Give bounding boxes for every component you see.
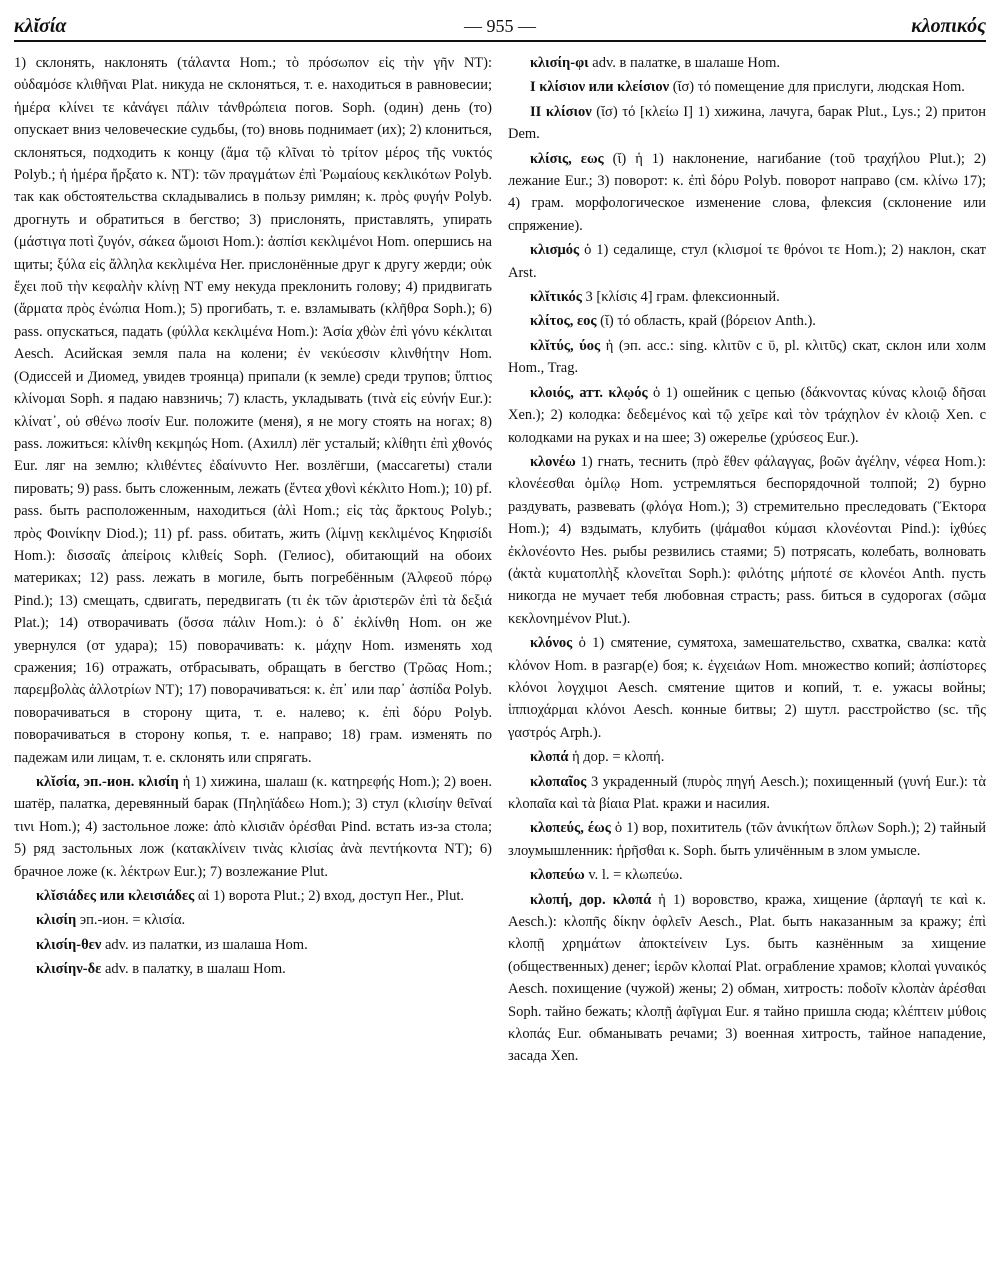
entry-text: 3 [κλίσις 4] грам. флексионный. xyxy=(581,289,780,306)
entry-lemma: κλοπή, дор. κλοπά xyxy=(530,891,652,908)
entry-lemma: κλόνος xyxy=(530,635,573,652)
left-running-headword: κλῐσία xyxy=(14,15,67,37)
entry-lemma: κλοιός, атт. κλῳός xyxy=(530,384,648,401)
entry-lemma: κλισίη-φι xyxy=(530,55,589,71)
entry-continuation xyxy=(14,52,492,769)
entry-text: ὁ 1) ошейник с цепью (δάκνοντας κύνας κλοιῷ δῆσαι Xen.); 2) колодка: δεδεμένος καὶ τῷ χεῖρε καὶ τὸν τράχηλον ἐν κλοιῷ Xen. с колодками на руках и на шее; 3) ожерелье (χρύσεος Eur.). xyxy=(508,384,986,446)
entry-lemma: κλοπαῖος xyxy=(530,773,587,790)
dictionary-entry xyxy=(508,382,986,449)
dictionary-entry xyxy=(508,451,986,630)
dictionary-entry xyxy=(508,771,986,816)
entry-lemma: I κλίσιον или κλείσιον xyxy=(530,79,670,96)
entry-text: ἡ 1) хижина, шалаш (κ. κατηρεφής Hom.); 2) воен. шатёр, палатка, деревянный барак (Πηληϊάδεω Hom.); 3) стул (κλισίην θεῖναί τινι Hom.); 4) застольное ложе: ἀπὸ κλισιᾶν ὀρέσθαι Pind. встать из-за стола; 5) ряд застольных лож (κατακλίνειν τινὰς κλισίας ἀνὰ πεντήκοντα NT); 6) брачное ложе (κ. λέκτρων Eur.); 7) возлежание Plut. xyxy=(14,774,492,880)
entry-text: αἱ 1) ворота Plut.; 2) вход, доступ Her., Plut. xyxy=(194,888,464,905)
entry-lemma: κλοπεύω xyxy=(530,867,585,884)
entry-text: 1) гнать, теснить (πρὸ ἕθεν φάλαγγας, βοῶν ἀγέλην, νέφεα Hom.): κλονέεσθαι ὁμίλῳ Hom. устремляться беспорядочной толпой; 2) бурно раздувать, развевать (φλόγα Hom.); 3) стремительно преследовать (Ἕκτορα Hom.); 4) вздымать, клубить (ψάμαθοι κύμασι κλονέονται Pind.): ἰχθύες ἐκλονέοντο Hes. рыбы резвились стаями; 5) потрясать, колебать, волновать (ἀκτὰ κυματοπλὴξ κλονεῖται Soph.): φιλότης μήποτέ σε κλονέοι Anth. пусть никогда не мучает тебя любовная страсть; pass. биться в судорогах (σῶμα κεκλονημένον Plut.). xyxy=(508,453,986,627)
entry-lemma: II κλίσιον xyxy=(530,103,592,120)
entry-text: v. l. = κλωπεύω. xyxy=(584,867,683,884)
entry-lemma: κλῐσία, эп.-ион. κλισίη xyxy=(36,774,179,790)
entry-text: (ῐ) ἡ 1) наклонение, нагибание (τοῦ τραχήλου Plut.); 2) лежание Eur.; 3) поворот: κ. ἐπὶ δόρυ Polyb. поворот направо (см. κλίνω 17); 4) грам. морфологическое изменение слова, флексия (склонение или спряжение). xyxy=(508,150,986,234)
dictionary-entry xyxy=(508,148,986,238)
entry-lemma: κλίσις, εως xyxy=(530,150,604,167)
right-running-headword: κλοπικός xyxy=(911,15,986,37)
entry-lemma: κλίτος, εος xyxy=(530,313,597,330)
entry-text: ἡ (эп. acc.: sing. κλιτῦν с ῡ, pl. κλιτῦς) скат, склон или холм Hom., Trag. xyxy=(508,337,986,377)
dictionary-entry xyxy=(508,101,986,146)
entry-text: эп.-ион. = κλισία. xyxy=(76,912,186,929)
dictionary-entry xyxy=(508,746,986,768)
dictionary-entry xyxy=(14,885,492,907)
entry-text: 1) склонять, наклонять (τάλαντα Hom.; τὸ πρόσωπον εἰς τὴν γῆν NT): οὐδαμόσε κλιθῆναι Plat. никуда не склоняться, т. е. находиться в равновесии; ἡμέρα κλίνει τε κἀνάγει πάλιν τἀνθρώπεια погов. Soph. (один) день (то) опускает вниз человеческие судьбы, (то) вновь поднимает (их); 2) клониться, склоняться, подходить к концу (ἅμα τῷ κλῖναι τὸ τρίτον μέρος τῆς νυκτός Polyb.; ἡ ἡμέρα ἤρξατο κ. NT): τῶν πραγμάτων ἐπὶ Ῥωμαίους κεκλικότων Polyb. так как обстоятельства складывались в пользу римлян; κ. πρὸς φυγήν Polyb. дрогнуть и обратиться в бегство; 3) прислонять, приставлять, упирать (μάστιγα ποτὶ ζυγόν, σάκεα ὤμοισι Hom.): ἀσπίσι κεκλιμένοι Hom. опершись на щиты; ξύλα εἰς ἄλληλα κεκλιμένα Her. прислонённые друг к другу жерди; οὐκ ἔχει ποῦ τὴν κεφαλὴν κλίνῃ NT ему некуда преклонить голову; 4) придвигать (ἅρματα πρὸς ἐνώπια Hom.); 5) прогибать, т. е. взламывать (κλῆθρα Soph.); 6) pass. опускаться, падать (φύλλα κεκλιμένα Hom.): Ἀσία χθὼν ἐπὶ γόνυ κέκλιται Aesch. Асийская земля пала на колени; ἐν νεκύεσσιν κλινθήτην Hom. (Одиссей и Диомед, увидев троянца) припали (к земле) среди трупов; ὕπτιος κλίνομαι Soph. я падаю навзничь; 7) класть, укладывать (τινὰ εἰς εὐνήν Eur.): κλίνατ᾽, οὐ σθένω ποσίν Eur. положите (меня), я не могу стоять на ногах; 8) pass. ложиться: κλίνθη κεκμηώς Hom. (Ахилл) лёг усталый; κλίθητι ἐπὶ χθονός Eur. ляг на землю; κλιθέντες ἐδαίνυντο Her. возлёгши, (массагеты) стали пировать; 9) pass. быть сложенным, лежать (ἔντεα χθονὶ κέκλιτο Hom.); 10) pf. pass. быть расположенным, находиться (ἁλὶ Hom.; εἰς τὰς ἄρκτους Polyb.; πρὸς Φοινίκην Diod.); 11) pf. pass. обитать, жить (λίμνῃ κεκλιμένος Κηφισίδι Hom.): δισσαῖς ἀπείροις κλιθείς Soph. (Гелиос), обитающий на обоих материках; 12) pass. лежать в могиле, быть погребённым (Ἀλφεοῦ πόρῳ Pind.); 13) смещать, сдвигать, передвигать (τι ἐκ τῶν ἀριστερῶν ἐπὶ τὰ δεξιά Plat.); 14) отворачивать (ὄσσα πάλιν Hom.): ὁ δ᾽ ἐκλίνθη Hom. он же увернулся (от удара); 15) поворачивать: κ. μάχην Hom. изменять ход сражения; 16) отражать, отбрасывать, обращать в бегство (Τρῶας Hom.; παρεμβολὰς ἀλλοτρίων NT); 17) поворачиваться: κ. ἐπ᾽ или παρ᾽ ἀσπίδα Polyb. поворачиваться в сторону щита, т. е. налево; κ. ἐπὶ δόρυ Polyb. поворачиваться в сторону копья, т. е. направо; 18) грам. изменять по падежам или лицам, т. е. склонять или спрягать. xyxy=(14,55,492,766)
entry-text: (ῐσ) τό помещение для прислуги, людская Hom. xyxy=(669,79,965,96)
page-number: — 955 — xyxy=(464,16,536,36)
dictionary-entry xyxy=(508,632,986,744)
entry-text: 3 украденный (πυρὸς πηγή Aesch.); похищенный (γυνή Eur.): τὰ κλοπαῖα καὶ τὰ βίαια Plat. кражи и насилия. xyxy=(508,773,986,812)
dictionary-entry xyxy=(508,286,986,308)
entry-lemma: κλῐτικός xyxy=(530,289,582,306)
dictionary-entry xyxy=(508,335,986,380)
entry-text: (ῐ) τό область, край (βόρειον Anth.). xyxy=(596,313,816,330)
dictionary-entry xyxy=(14,958,492,980)
right-column xyxy=(508,52,986,1280)
entry-text: (ῐσ) τό [κλείω I] 1) хижина, лачуга, барак Plut., Lys.; 2) притон Dem. xyxy=(508,103,986,143)
dictionary-entry xyxy=(508,817,986,862)
dictionary-entry xyxy=(508,239,986,284)
entry-text: ὁ 1) смятение, сумятоха, замешательство, схватка, свалка: κατὰ κλόνον Hom. в разгар(е) боя; κ. ἐγχειάων Hom. множество копий; ἀσπίστορες κλόνοι λογχιμοι Aesch. смятение щитов и копий, т. е. ужасы войны; ἱππιοχάρμαι κλόνοι Aesch. конные битвы; 2) шутл. расстройство (sc. τῆς γαστρός Arph.). xyxy=(508,635,986,741)
entry-text: adv. из палатки, из шалаша Hom. xyxy=(101,936,308,953)
entry-text: ὁ 1) седалище, стул (κλισμοί τε θρόνοι τε Hom.); 2) наклон, скат Arst. xyxy=(508,242,986,281)
dictionary-entry xyxy=(508,52,986,74)
dictionary-entry xyxy=(508,76,986,98)
entry-text: adv. в палатку, в шалаш Hom. xyxy=(101,961,286,978)
entry-lemma: κλῐτύς, ύος xyxy=(530,337,601,354)
entry-text: ὁ 1) вор, похититель (τῶν ἀνικήτων ὅπλων Soph.); 2) тайный злоумышленник: ἡρῆσθαι κ. Soph. быть уличённым в злом умысле. xyxy=(508,820,986,859)
entry-lemma: κλισίην-δε xyxy=(36,961,102,978)
page-header xyxy=(14,14,986,42)
dictionary-entry xyxy=(14,771,492,883)
entry-lemma: κλισμός xyxy=(530,242,580,259)
dictionary-entry xyxy=(508,310,986,332)
dictionary-entry xyxy=(508,864,986,886)
entry-lemma: κλοπεύς, έως xyxy=(530,820,611,837)
left-column xyxy=(14,52,492,1280)
dictionary-entry xyxy=(508,889,986,1068)
entry-text: ἡ дор. = κλοπή. xyxy=(568,749,665,766)
dictionary-entry xyxy=(14,909,492,931)
entry-lemma: κλισίη-θεν xyxy=(36,936,102,953)
entry-lemma: κλῐσιάδες или κλεισιάδες xyxy=(36,888,195,905)
entry-text: adv. в палатке, в шалаше Hom. xyxy=(588,55,781,71)
entry-lemma: κλοπά xyxy=(530,749,569,766)
entry-lemma: κλονέω xyxy=(530,453,576,470)
entry-lemma: κλισίη xyxy=(36,912,77,929)
dictionary-entry xyxy=(14,934,492,956)
entry-text: ἡ 1) воровство, кража, хищение (ἁρπαγή τε καὶ κ. Aesch.): κλοπῆς δίκην ὀφλεῖν Aesch., Plat. быть наказанным за кражу; ἐπὶ κλοπῇ χρημάτων ἀποκτείνειν Lys. быть казнённым за хищение (общественных) денег; ἱερῶν κλοπαί Plat. ограбление храмов; κλοπαὶ γυναικός Aesch. похищение (чужой) жены; 2) обман, хитрость: ποδοῖν κλοπὰν ἀρέσθαι Soph. тайно бежать; κλοπῇ ἀφῖγμαι Eur. я тайно пришла сюда; κλέπτειν μύθοις κλοπάς Eur. обманывать речами; 3) военная хитрость, тайное нападение, засада Xen. xyxy=(508,891,986,1065)
